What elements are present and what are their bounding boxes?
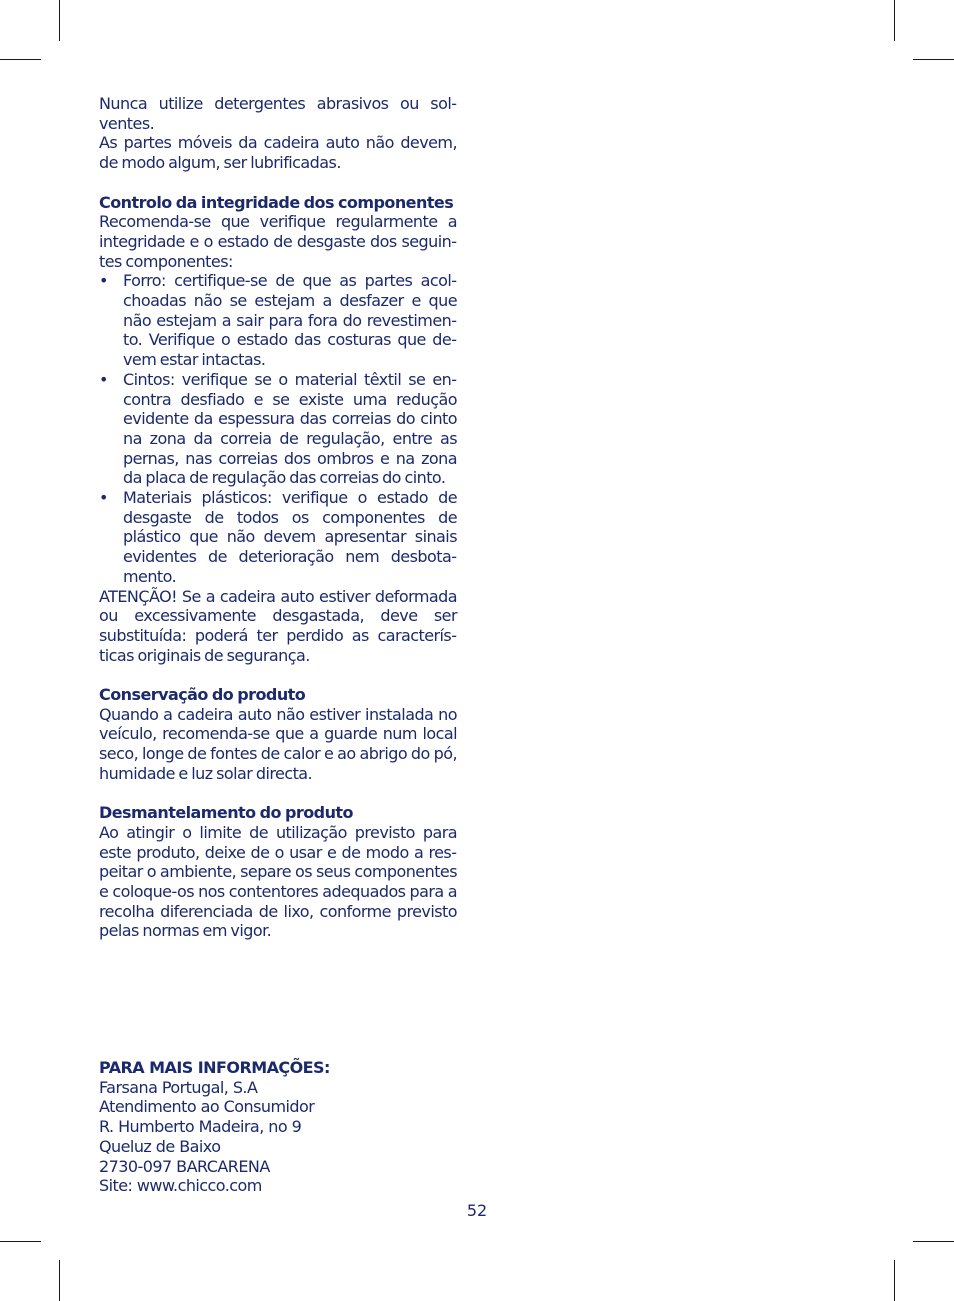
contact-info-block [99,1058,457,1196]
cleaning-note-lubrication: As partes móveis da cadeira auto não devem, de modo algum, ser lubrificadas. [99,133,457,173]
list-item-plastics [99,488,457,587]
disposal-text: Ao atingir o limite de utilização previsto para este produto, deixe de o usar e de modo a respeitar o ambiente, separe os seus componentes e coloque-os nos contentores adequados para a recolha diferenciada de lixo, conforme previsto pelas normas em vigor. [99,822,457,941]
integrity-section [99,193,457,666]
disposal-heading: Desmantelamento do produto [99,803,353,823]
crop-mark-top-right-vertical [894,0,895,41]
contact-heading: PARA MAIS INFORMAÇÕES: [99,1058,330,1077]
storage-section [99,685,457,784]
list-item-text: Cintos: verifique se o material têxtil se encontra desfiado e se existe uma redução evidente da espessura das correias do cinto na zona da correia de regulação, entre as pernas, nas correias dos ombros e na zona da placa de regulação das correias do cinto. [123,369,457,488]
bullet-icon: • [99,271,108,291]
contact-street: R. Humberto Madeira, no 9 [99,1117,302,1137]
crop-mark-bottom-left-horizontal [0,1241,41,1242]
crop-mark-top-left-horizontal [0,59,41,60]
crop-mark-bottom-left-vertical [59,1260,60,1301]
integrity-heading: Controlo da integridade dos componentes [99,192,454,212]
integrity-warning: ATENÇÃO! Se a cadeira auto estiver deformada ou excessivamente desgastada, deve ser substituída: poderá ter perdido as características originais de segurança. [99,586,457,665]
contact-company: Farsana Portugal, S.A [99,1077,258,1097]
list-item-text: Forro: certifique-se de que as partes acolchoadas não se estejam a desfazer e que não estejam a sair para fora do revestimento. Verifique o estado das costuras que devem estar intactas. [123,271,457,370]
crop-mark-top-left-vertical [59,0,60,41]
cleaning-note-detergents: Nunca utilize detergentes abrasivos ou solventes. [99,94,457,133]
crop-mark-top-right-horizontal [913,59,954,60]
integrity-checklist [99,271,457,586]
storage-heading: Conservação do produto [99,685,306,705]
list-item-text: Materiais plásticos: verifique o estado de desgaste de todos os componentes de plástico que não devem apresentar sinais evidentes de deterioração nem desbotamento. [123,488,457,586]
crop-mark-bottom-right-vertical [894,1260,895,1301]
list-item-belts [99,370,457,488]
bullet-icon: • [99,488,108,508]
page-number: 52 [466,1201,488,1220]
list-item-lining [99,271,457,370]
contact-department: Atendimento ao Consumidor [99,1097,315,1117]
contact-postal: 2730-097 BARCARENA [99,1156,270,1176]
integrity-intro: Recomenda-se que verifique regularmente a integridade e o estado de desgaste dos seguintes componentes: [99,212,457,271]
bullet-icon: • [99,369,108,389]
disposal-section [99,803,457,941]
storage-text: Quando a cadeira auto não estiver instalada no veículo, recomenda-se que a guarde num local seco, longe de fontes de calor e ao abrigo do pó, humidade e luz solar directa. [99,704,457,783]
contact-site: Site: www.chicco.com [99,1176,262,1196]
crop-mark-bottom-right-horizontal [913,1241,954,1242]
main-text-column [99,94,457,941]
contact-locality: Queluz de Baixo [99,1136,221,1156]
